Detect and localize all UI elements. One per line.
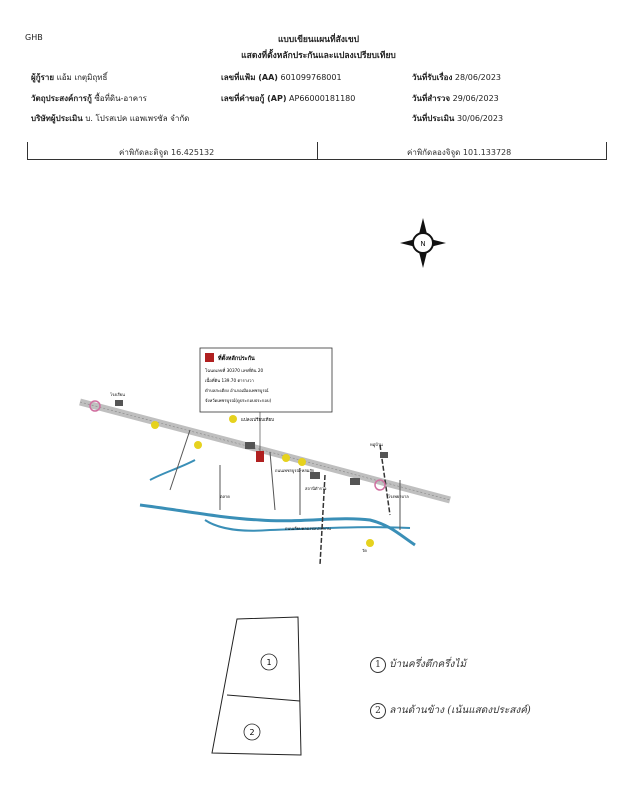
comparison-marker <box>298 458 306 466</box>
legend-comparison-label: แปลงเปรียบเทียบ <box>241 418 275 423</box>
appraiser-label: บริษัทผู้ประเมิน <box>31 114 83 123</box>
customer-row <box>31 71 107 84</box>
plot-outline <box>212 617 301 755</box>
location-map <box>70 340 460 585</box>
plot-1-label: 1 <box>266 658 272 667</box>
request-no-label: เลขที่คำขอกู้ (AP) <box>221 94 287 103</box>
plot-sketch <box>205 615 305 760</box>
plot-divider <box>227 695 300 701</box>
legend-line-3: ตำบลสะเดียง อำเภอเมืองเพชรบูรณ์ <box>205 388 269 393</box>
legend-collateral-swatch <box>205 353 214 362</box>
legend-line-4: จังหวัดเพชรบูรณ์(ดูประกอบประกอบ) <box>205 398 272 403</box>
divider <box>317 142 318 160</box>
survey-label: วันที่สำรวจ <box>412 94 451 103</box>
stream-line <box>150 460 195 480</box>
legend-line-1: โฉนดเลขที่ 30370 เลขที่ดิน 20 <box>205 368 264 373</box>
compass-icon <box>398 216 448 270</box>
purpose-value: ซื้อที่ดิน-อาคาร <box>94 94 147 103</box>
bank-code: GHB <box>25 33 43 42</box>
divider <box>27 142 28 160</box>
side-road <box>270 452 275 510</box>
received-value: 28/06/2023 <box>454 73 502 82</box>
police-label: สถานีตำรวจ <box>305 486 327 491</box>
note-2-text: ลานด้านข้าง (เน้นแสดงประสงค์) <box>389 705 531 716</box>
file-no-value: 601099768001 <box>280 73 342 82</box>
comparison-marker <box>282 454 290 462</box>
comparison-marker <box>366 539 374 547</box>
received-label: วันที่รับเรื่อง <box>412 73 453 82</box>
note-1-number: 1 <box>370 657 386 673</box>
road-main-label: ถนนเพชรบูรณ์-หล่มสัก <box>275 468 315 473</box>
appraiser-value: บ. โปรสเปค แอพเพรซัล จำกัด <box>85 114 190 123</box>
landmark-building <box>115 400 123 406</box>
note-1 <box>370 657 466 673</box>
appraise-row <box>412 112 503 125</box>
comparison-marker <box>151 421 159 429</box>
file-no-label: เลขที่แฟ้ม (AA) <box>221 73 278 82</box>
longitude-text: ค่าพิกัดลองจิจูด 101.133728 <box>407 148 512 157</box>
survey-row <box>412 92 499 105</box>
road-canal-label: ถนนเลียบคลองชลประทาน <box>285 526 331 531</box>
temple-label: วัด <box>362 548 367 553</box>
legend-line-2: เนื้อที่ดิน 139.70 ตารางวา <box>205 378 254 383</box>
legend-title: ที่ตั้งหลักประกัน <box>218 356 255 362</box>
hospital-label: โรงพยาบาล <box>388 494 409 499</box>
received-row <box>412 71 501 84</box>
legend-comparison-swatch <box>229 415 237 423</box>
landmark-building <box>310 472 320 479</box>
village-label: หมู่บ้าน <box>370 442 383 447</box>
customer-value: แอ้ม เกตุมิถุทธิ์ <box>56 73 108 82</box>
customer-label: ผู้กู้ราย <box>31 73 55 82</box>
doc-title: แบบเขียนแผนที่สังเขป <box>277 35 360 45</box>
purpose-label: วัตถุประสงค์การกู้ <box>31 94 92 103</box>
note-1-text: บ้านครึ่งตึกครึ่งไม้ <box>389 659 467 670</box>
latitude-text: ค่าพิกัดละติจูด 16.425132 <box>119 148 215 157</box>
appraise-label: วันที่ประเมิน <box>412 114 455 123</box>
side-road <box>170 430 190 490</box>
landmark-building <box>245 442 255 449</box>
request-no-row <box>221 92 355 105</box>
market-label: ตลาด <box>220 494 230 499</box>
divider <box>27 159 607 160</box>
survey-value: 29/06/2023 <box>452 94 499 103</box>
comparison-marker <box>194 441 202 449</box>
appraiser-row <box>31 112 189 125</box>
file-no-row <box>221 71 342 84</box>
doc-subtitle: แสดงที่ตั้งหลักประกันและแปลงเปรียบเทียบ <box>241 51 396 61</box>
purpose-row <box>31 92 147 105</box>
plot-2-label: 2 <box>249 728 255 737</box>
appraise-value: 30/06/2023 <box>456 114 504 123</box>
canal-line <box>140 505 415 545</box>
landmark-building <box>350 478 360 485</box>
request-no-value: AP66000181180 <box>289 94 356 103</box>
landmark-building <box>380 452 388 458</box>
note-2 <box>370 703 531 719</box>
divider <box>606 142 607 160</box>
school-label: โรงเรียน <box>110 392 125 397</box>
coordinates-box <box>27 142 607 160</box>
compass-letter: N <box>420 240 426 248</box>
collateral-marker <box>256 451 264 462</box>
note-2-number: 2 <box>370 703 386 719</box>
